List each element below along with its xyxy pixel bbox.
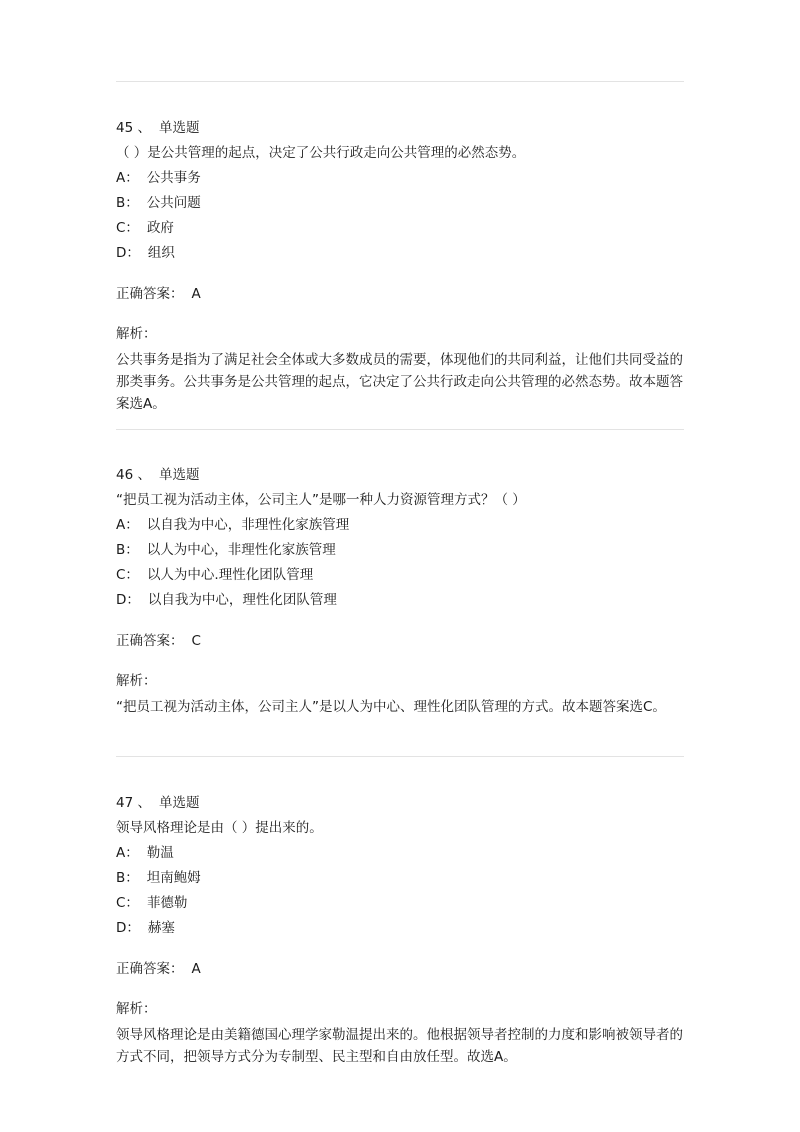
option-text: 公共事务 — [146, 170, 201, 186]
divider — [116, 81, 684, 82]
analysis-label: 解析： — [116, 673, 157, 689]
option-c — [116, 565, 686, 590]
option-text: 政府 — [146, 220, 174, 236]
answer-label: 正确答案： — [116, 961, 184, 977]
option-c — [116, 218, 686, 243]
option-b — [116, 868, 686, 893]
question-header — [116, 465, 686, 485]
option-letter: C： — [116, 220, 139, 236]
option-letter: B： — [116, 542, 139, 558]
question-type: 单选题 — [158, 467, 200, 483]
question-number: 46 、 — [116, 467, 151, 483]
option-letter: D： — [116, 245, 140, 261]
option-letter: A： — [116, 845, 139, 861]
analysis-text: 领导风格理论是由美籍德国心理学家勒温提出来的。他根据领导者控制的力度和影响被领导者的方式不同，把领导方式分为专制型、民主型和自由放任型。故选A。 — [116, 1027, 683, 1065]
option-a — [116, 168, 686, 193]
question-number: 47 、 — [116, 795, 151, 811]
divider — [116, 429, 684, 430]
question-stem: 领导风格理论是由（ ）提出来的。 — [116, 820, 323, 836]
option-list — [116, 515, 686, 615]
option-a — [116, 515, 686, 540]
option-list — [116, 168, 686, 268]
option-letter: D： — [116, 592, 140, 608]
question-header — [116, 118, 686, 138]
question-header — [116, 793, 686, 813]
answer-value: A — [191, 961, 201, 977]
option-letter: B： — [116, 870, 139, 886]
option-d — [116, 243, 686, 268]
option-d — [116, 918, 686, 943]
option-text: 菲德勒 — [146, 895, 188, 911]
option-text: 以人为中心，非理性化家族管理 — [146, 542, 336, 558]
question-type: 单选题 — [158, 795, 200, 811]
option-letter: D： — [116, 920, 140, 936]
option-letter: B： — [116, 195, 139, 211]
option-text: 以自我为中心，非理性化家族管理 — [146, 517, 350, 533]
answer-label: 正确答案： — [116, 633, 184, 649]
option-text: 以人为中心.理性化团队管理 — [146, 567, 314, 583]
analysis-text: “把员工视为活动主体，公司主人”是以人为中心、理性化团队管理的方式。故本题答案选C。 — [116, 699, 666, 715]
option-d — [116, 590, 686, 615]
option-letter: A： — [116, 170, 139, 186]
option-a — [116, 843, 686, 868]
question-number: 45 、 — [116, 120, 151, 136]
question-45 — [116, 118, 686, 415]
divider — [116, 756, 684, 757]
option-b — [116, 193, 686, 218]
option-text: 以自我为中心，理性化团队管理 — [147, 592, 337, 608]
question-46 — [116, 465, 686, 718]
option-list — [116, 843, 686, 943]
option-c — [116, 893, 686, 918]
question-stem: （ ）是公共管理的起点，决定了公共行政走向公共管理的必然态势。 — [116, 145, 526, 161]
option-letter: A： — [116, 517, 139, 533]
correct-answer — [116, 284, 686, 304]
answer-value: C — [191, 633, 201, 649]
option-text: 赫塞 — [147, 920, 175, 936]
question-type: 单选题 — [158, 120, 200, 136]
option-text: 公共问题 — [146, 195, 201, 211]
analysis-label: 解析： — [116, 1001, 157, 1017]
option-letter: C： — [116, 567, 139, 583]
option-text: 勒温 — [146, 845, 174, 861]
correct-answer — [116, 959, 686, 979]
correct-answer — [116, 631, 686, 651]
analysis-text: 公共事务是指为了满足社会全体或大多数成员的需要，体现他们的共同利益，让他们共同受益的那类事务。公共事务是公共管理的起点，它决定了公共行政走向公共管理的必然态势。故本题答案选A。 — [116, 352, 683, 412]
option-b — [116, 540, 686, 565]
option-letter: C： — [116, 895, 139, 911]
answer-value: A — [191, 286, 201, 302]
answer-label: 正确答案： — [116, 286, 184, 302]
question-47 — [116, 793, 686, 1068]
question-stem: “把员工视为活动主体，公司主人”是哪一种人力资源管理方式？（ ） — [116, 492, 526, 508]
option-text: 组织 — [147, 245, 175, 261]
option-text: 坦南鲍姆 — [146, 870, 201, 886]
analysis-label: 解析： — [116, 326, 157, 342]
